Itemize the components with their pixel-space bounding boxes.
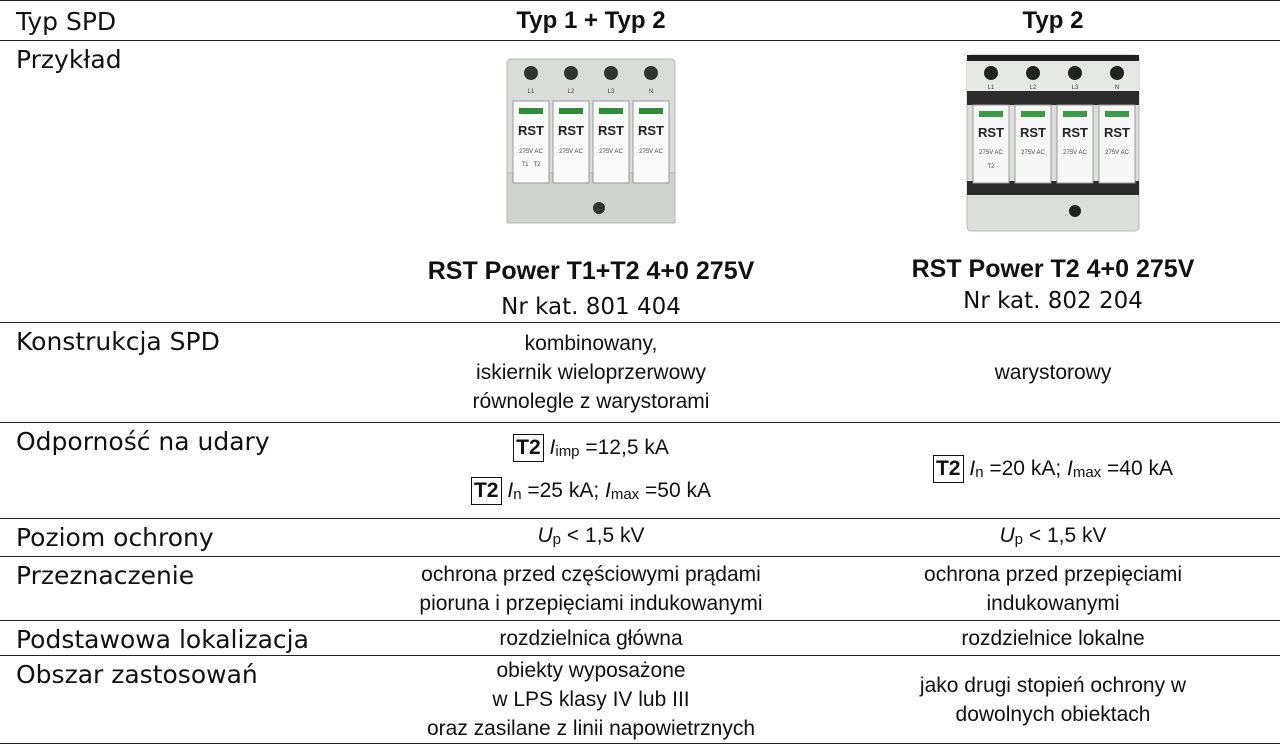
voltage-symbol: U xyxy=(537,524,553,547)
protection-type1-type2 xyxy=(356,519,826,557)
max-current-subscript: max xyxy=(1072,464,1102,481)
t2-badge: T2 xyxy=(513,434,544,462)
max-current-value: =50 kA xyxy=(639,478,711,502)
device2-terminal-4: N xyxy=(1114,85,1120,91)
surge-type2 xyxy=(826,423,1280,519)
device2-brand-3: RST xyxy=(1062,125,1088,140)
device2-rating-1: 275V AC xyxy=(979,150,1003,156)
current-symbol: I xyxy=(969,457,976,480)
device1-terminal-4: N xyxy=(648,89,654,95)
device2-rating-3: 275V AC xyxy=(1063,150,1087,156)
application-line-2: dowolnych obiektach xyxy=(955,702,1151,726)
device1-rating-2: 275V AC xyxy=(559,149,583,155)
device1-terminal-1: L1 xyxy=(527,89,535,95)
product-name-type1-type2: RST Power T1+T2 4+0 275V xyxy=(427,257,755,285)
voltage-value: < 1,5 kV xyxy=(561,524,645,547)
device2-terminal-2: L2 xyxy=(1029,85,1037,91)
application-type2 xyxy=(826,656,1280,744)
location-row xyxy=(0,621,1280,656)
construction-type1-type2 xyxy=(356,323,826,423)
surge-line-1 xyxy=(356,433,826,466)
device2-rating-2: 275V AC xyxy=(1021,150,1045,156)
current-symbol: I xyxy=(507,478,514,502)
construction-row xyxy=(0,323,1280,423)
example-row xyxy=(0,41,1280,323)
application-label: Obszar zastosowań xyxy=(16,660,258,689)
location-label: Podstawowa lokalizacja xyxy=(16,625,309,654)
header-type1-type2: Typ 1 + Typ 2 xyxy=(516,7,666,34)
catalog-number-type2: Nr kat. 802 204 xyxy=(963,288,1143,314)
construction-line-3: równolegle z warystorami xyxy=(472,390,710,413)
surge-label: Odporność na udary xyxy=(16,427,270,456)
application-row xyxy=(0,656,1280,744)
device1-terminal-3: L3 xyxy=(607,89,615,95)
current-subscript: imp xyxy=(555,442,580,460)
device2-brand-4: RST xyxy=(1104,125,1130,140)
application-line-1: obiekty wyposażone xyxy=(496,659,686,682)
purpose-row xyxy=(0,557,1280,621)
voltage-value: < 1,5 kV xyxy=(1023,524,1107,547)
construction-line-1: kombinowany, xyxy=(524,332,658,355)
voltage-symbol: U xyxy=(999,524,1015,547)
purpose-label: Przeznaczenie xyxy=(16,561,195,590)
protection-label: Poziom ochrony xyxy=(16,523,214,552)
voltage-subscript: p xyxy=(1014,531,1024,548)
protection-row xyxy=(0,519,1280,557)
example-type2-cell xyxy=(826,41,1280,323)
application-type1-type2 xyxy=(356,656,826,744)
current-value: =20 kA; xyxy=(983,457,1067,480)
device1-terminal-2: L2 xyxy=(567,89,575,95)
construction-label: Konstrukcja SPD xyxy=(16,327,220,356)
device1-badge-t2: T2 xyxy=(533,162,541,168)
device1-rating-4: 275V AC xyxy=(639,149,663,155)
current-subscript: n xyxy=(975,464,984,481)
current-value: =25 kA; xyxy=(521,478,605,502)
spd-type2-image xyxy=(963,51,1143,241)
catalog-number-type1-type2: Nr kat. 801 404 xyxy=(501,294,681,320)
purpose-type1-type2 xyxy=(356,557,826,621)
construction-line-2: iskiernik wieloprzerwowy xyxy=(476,361,706,384)
current-symbol: I xyxy=(549,435,556,459)
device1-brand-2: RST xyxy=(558,123,584,138)
application-line-3: oraz zasilane z linii napowietrznych xyxy=(427,717,755,740)
device1-rating-1: 275V AC xyxy=(519,149,543,155)
device1-brand-3: RST xyxy=(598,123,624,138)
application-line-2: w LPS klasy IV lub III xyxy=(492,688,690,711)
product-name-type2: RST Power T2 4+0 275V xyxy=(911,255,1195,283)
surge-type1-type2 xyxy=(356,423,826,519)
surge-line-2 xyxy=(356,476,826,509)
purpose-type2 xyxy=(826,557,1280,621)
protection-type2 xyxy=(826,519,1280,557)
application-line-1: jako drugi stopień ochrony w xyxy=(919,673,1187,697)
purpose-line-1: ochrona przed przepięciami xyxy=(924,562,1182,586)
spd-type1-type2-image xyxy=(501,53,681,243)
purpose-line-1: ochrona przed częściowymi prądami xyxy=(421,562,761,586)
location-type1-type2: rozdzielnica główna xyxy=(499,626,683,650)
device2-brand-2: RST xyxy=(1020,125,1046,140)
current-value: =12,5 kA xyxy=(579,435,669,459)
surge-row xyxy=(0,423,1280,519)
construction-type2: warystorowy xyxy=(994,361,1112,384)
header-row xyxy=(0,1,1280,41)
purpose-line-2: pioruna i przepięciami indukowanymi xyxy=(419,591,763,615)
device1-badge-t1: T1 xyxy=(521,162,529,168)
device1-rating-3: 275V AC xyxy=(599,149,623,155)
device2-rating-4: 275V AC xyxy=(1105,150,1129,156)
voltage-subscript: p xyxy=(552,531,562,548)
max-current-subscript: max xyxy=(610,485,640,503)
t2-badge: T2 xyxy=(933,455,964,483)
device2-badge-t2: T2 xyxy=(987,164,995,170)
max-current-symbol: I xyxy=(1067,457,1073,480)
current-subscript: n xyxy=(513,485,522,503)
example-label: Przykład xyxy=(16,45,122,74)
device2-terminal-3: L3 xyxy=(1071,85,1079,91)
device1-brand-4: RST xyxy=(638,123,664,138)
location-type2: rozdzielnice lokalne xyxy=(961,626,1145,650)
device1-brand-1: RST xyxy=(518,123,544,138)
max-current-symbol: I xyxy=(605,478,611,502)
device2-terminal-1: L1 xyxy=(987,85,995,91)
t2-badge: T2 xyxy=(471,477,502,505)
header-label: Typ SPD xyxy=(16,7,117,36)
device2-brand-1: RST xyxy=(978,125,1004,140)
header-type2: Typ 2 xyxy=(1022,7,1084,34)
max-current-value: =40 kA xyxy=(1101,457,1173,480)
purpose-line-2: indukowanymi xyxy=(986,591,1120,615)
example-type1-type2-cell xyxy=(356,41,826,323)
